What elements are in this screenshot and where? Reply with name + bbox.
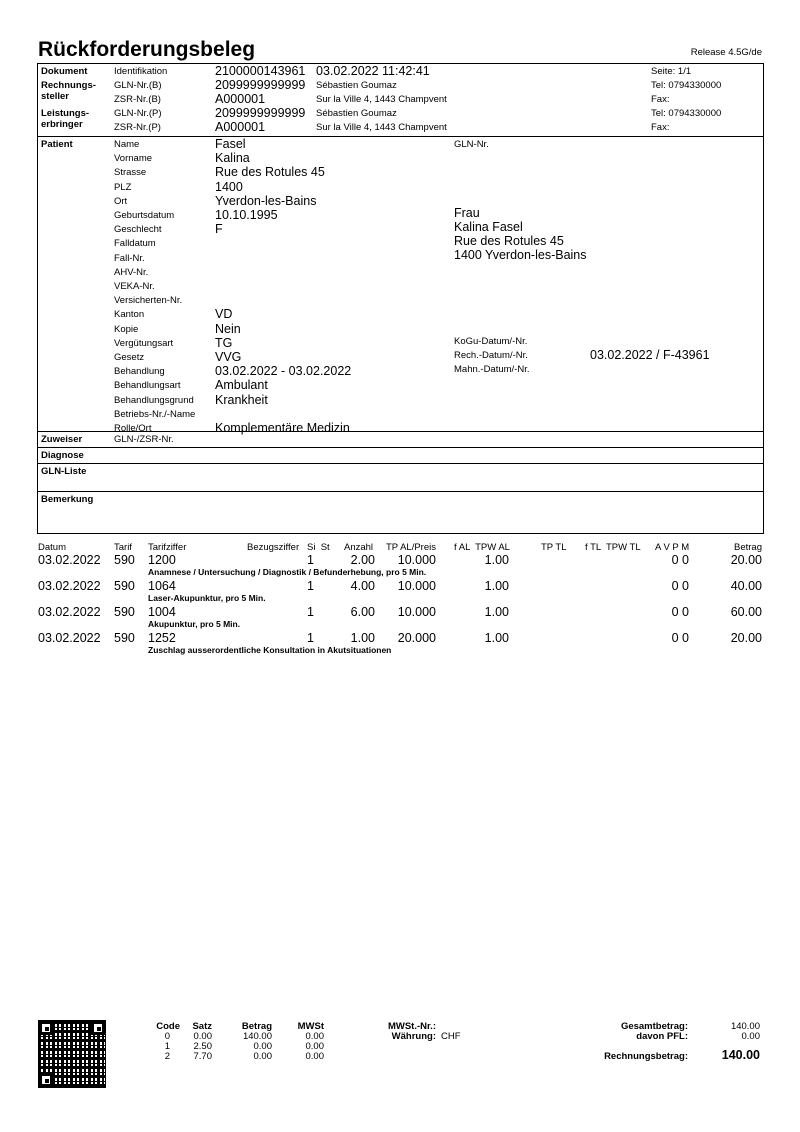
patient-field-value: Rue des Rotules 45: [215, 165, 325, 180]
zsr-b-fax: Fax:: [651, 94, 670, 105]
patient-field-value: 1400: [215, 179, 243, 194]
patient-gln-label: GLN-Nr.: [454, 139, 489, 150]
davon-pfl-label: davon PFL:: [636, 1031, 688, 1042]
vat-betrag: 0.00: [253, 1051, 272, 1062]
service-si: 1: [307, 579, 314, 593]
service-description: Anamnese / Untersuchung / Diagnostik / Befunderhebung, pro 5 Min.: [148, 567, 427, 577]
release-label: Release 4.5G/de: [690, 47, 762, 58]
page-number: Seite: 1/1: [651, 66, 692, 77]
patient-field-value: Ambulant: [215, 378, 268, 393]
patient-field-label: Kanton: [114, 309, 145, 321]
patient-field-value: VVG: [215, 350, 242, 364]
vat-mwst: 0.00: [305, 1031, 324, 1042]
patient-field-value: VD: [215, 307, 233, 322]
gln-b-value: 2099999999999: [215, 78, 306, 92]
service-tarifziffer: 1252: [148, 631, 176, 645]
service-tp: 10.000: [397, 605, 436, 619]
service-tpw: 1.00: [484, 579, 509, 593]
vat-code: 2: [164, 1051, 170, 1062]
rech-label: Rech.-Datum/-Nr.: [454, 350, 528, 361]
gln-p-tel: Tel: 0794330000: [651, 108, 722, 119]
patient-field-label: VEKA-Nr.: [114, 281, 155, 292]
patient-field-value: Nein: [215, 321, 241, 336]
identifikation-date: 03.02.2022 11:42:41: [316, 64, 430, 78]
rechnungssteller-label: Rechnungs- steller: [41, 80, 96, 102]
patient-field-label: PLZ: [114, 181, 132, 193]
zsr-p-value: A000001: [215, 120, 266, 134]
rechnungsbetrag-label: Rechnungsbetrag:: [604, 1051, 688, 1062]
col-f-al-tpw-al: f AL TPW AL: [454, 542, 510, 553]
gln-liste-box: [37, 463, 764, 492]
zsr-b-address: Sur la Ville 4, 1443 Champvent: [316, 94, 447, 105]
gln-b-tel: Tel: 0794330000: [651, 80, 722, 91]
service-anzahl: 4.00: [350, 579, 375, 593]
service-date: 03.02.2022: [38, 553, 101, 567]
dokument-label: Dokument: [41, 66, 88, 77]
patient-section-label: Patient: [41, 139, 73, 150]
vat-satz: 2.50: [193, 1041, 212, 1052]
service-description: Zuschlag ausserordentliche Konsultation in Akutsituationen: [148, 645, 392, 655]
address-line: Kalina Fasel: [454, 220, 523, 234]
diagnose-label: Diagnose: [41, 450, 84, 461]
address-line: Frau: [454, 206, 480, 220]
gln-p-label: GLN-Nr.(P): [114, 108, 162, 119]
zsr-p-address: Sur la Ville 4, 1443 Champvent: [316, 122, 447, 133]
col-tp-tl: TP TL: [541, 542, 567, 553]
service-date: 03.02.2022: [38, 605, 101, 619]
service-tpw: 1.00: [484, 631, 509, 645]
zsr-p-label: ZSR-Nr.(P): [114, 122, 161, 133]
vat-mwst: 0.00: [305, 1041, 324, 1052]
vat-code-header: Code: [156, 1021, 180, 1032]
identifikation-value: 2100000143961: [215, 64, 306, 78]
patient-field-label: Behandlungsgrund: [114, 394, 194, 406]
col-f-tl-tpw-tl: f TL TPW TL: [585, 542, 641, 553]
page-title: Rückforderungsbeleg: [38, 38, 256, 61]
vat-satz-header: Satz: [192, 1021, 212, 1032]
col-datum: Datum: [38, 542, 66, 553]
patient-field-label: Strasse: [114, 167, 147, 179]
patient-field-label: Kopie: [114, 323, 139, 335]
service-tarifziffer: 1004: [148, 605, 176, 619]
service-anzahl: 6.00: [350, 605, 375, 619]
service-anzahl: 2.00: [350, 553, 375, 567]
patient-field-value: Fasel: [215, 137, 246, 151]
zuweiser-field-label: GLN-/ZSR-Nr.: [114, 434, 174, 445]
bemerkung-box: [37, 491, 764, 534]
service-tp: 10.000: [397, 579, 436, 593]
gln-p-value: 2099999999999: [215, 106, 306, 120]
patient-field-label: Ort: [114, 195, 128, 207]
patient-field-value: F: [215, 222, 223, 237]
service-date: 03.02.2022: [38, 631, 101, 645]
vat-mwst: 0.00: [305, 1051, 324, 1062]
mahn-label: Mahn.-Datum/-Nr.: [454, 364, 530, 375]
service-anzahl: 1.00: [350, 631, 375, 645]
patient-field-label: Vorname: [114, 153, 153, 165]
patient-field-label: Geschlecht: [114, 224, 162, 236]
service-tarif: 590: [114, 631, 135, 645]
rech-value: 03.02.2022 / F-43961: [590, 348, 710, 362]
vat-satz: 0.00: [193, 1031, 212, 1042]
patient-field-value: 10.10.1995: [215, 208, 278, 222]
patient-field-label: Behandlung: [114, 366, 165, 378]
zsr-p-fax: Fax:: [651, 122, 670, 133]
service-si: 1: [307, 631, 314, 645]
vat-mwst-header: MWSt: [297, 1021, 324, 1032]
patient-field-label: Betriebs-Nr./-Name: [114, 408, 196, 420]
vat-code: 0: [164, 1031, 170, 1042]
vat-betrag-header: Betrag: [241, 1021, 272, 1032]
gln-b-name: Sébastien Goumaz: [316, 80, 397, 91]
service-betrag: 20.00: [730, 553, 762, 567]
service-si: 1: [307, 553, 314, 567]
patient-field-value: Krankheit: [215, 392, 268, 407]
patient-field-label: AHV-Nr.: [114, 266, 149, 278]
zsr-b-value: A000001: [215, 92, 266, 106]
gln-liste-label: GLN-Liste: [41, 466, 87, 477]
kogu-label: KoGu-Datum/-Nr.: [454, 336, 528, 347]
rechnungsbetrag-value: 140.00: [721, 1048, 760, 1062]
patient-field-label: Fall-Nr.: [114, 252, 145, 264]
service-description: Akupunktur, pro 5 Min.: [148, 619, 241, 629]
patient-field-value: Yverdon-les-Bains: [215, 193, 317, 208]
davon-pfl-value: 0.00: [741, 1031, 760, 1042]
col-bezugsziffer: Bezugsziffer: [247, 542, 300, 553]
col-anzahl: Anzahl: [344, 542, 374, 553]
col-tarif: Tarif: [114, 542, 132, 553]
patient-field-value: TG: [215, 335, 233, 350]
service-tarif: 590: [114, 553, 135, 567]
zsr-b-label: ZSR-Nr.(B): [114, 94, 161, 105]
gln-p-name: Sébastien Goumaz: [316, 108, 397, 119]
patient-field-label: Name: [114, 139, 140, 150]
gesamtbetrag-label: Gesamtbetrag:: [620, 1021, 688, 1032]
patient-field-label: Geburtsdatum: [114, 210, 175, 221]
service-betrag: 20.00: [730, 631, 762, 645]
service-tpw: 1.00: [484, 605, 509, 619]
qr-code: [38, 1020, 106, 1088]
col-tp-al-preis: TP AL/Preis: [386, 542, 436, 553]
patient-field-label: Behandlungsart: [114, 380, 181, 392]
patient-field-label: Vergütungsart: [114, 337, 174, 349]
col-si-st: Si St: [307, 542, 330, 553]
service-description: Laser-Akupunktur, pro 5 Min.: [148, 593, 266, 603]
address-line: Rue des Rotules 45: [454, 234, 564, 248]
patient-field-label: Gesetz: [114, 352, 145, 363]
service-date: 03.02.2022: [38, 579, 101, 593]
service-tarifziffer: 1200: [148, 553, 176, 567]
service-avpm: 0 0: [671, 631, 689, 645]
col-avpm: A V P M: [655, 542, 690, 553]
bemerkung-label: Bemerkung: [41, 494, 94, 505]
leistungserbringer-label: Leistungs- erbringer: [41, 108, 90, 130]
service-avpm: 0 0: [671, 579, 689, 593]
col-tarifziffer: Tarifziffer: [148, 542, 187, 553]
service-tarif: 590: [114, 579, 135, 593]
vat-code: 1: [164, 1041, 170, 1052]
service-tp: 20.000: [397, 631, 436, 645]
patient-field-value: Komplementäre Medizin: [215, 421, 350, 435]
address-line: 1400 Yverdon-les-Bains: [454, 248, 587, 262]
gln-b-label: GLN-Nr.(B): [114, 80, 162, 91]
waehrung-label: Währung:: [391, 1031, 436, 1042]
identifikation-label: Identifikation: [114, 66, 168, 77]
service-betrag: 60.00: [730, 605, 762, 619]
service-tarif: 590: [114, 605, 135, 619]
service-betrag: 40.00: [730, 579, 762, 593]
mwst-nr-label: MWSt.-Nr.:: [387, 1021, 436, 1032]
col-betrag: Betrag: [734, 542, 762, 553]
diagnose-box: [37, 447, 764, 464]
service-tpw: 1.00: [484, 553, 509, 567]
service-si: 1: [307, 605, 314, 619]
patient-field-value: Kalina: [215, 151, 250, 166]
gesamtbetrag-value: 140.00: [730, 1021, 760, 1032]
vat-satz: 7.70: [193, 1051, 212, 1062]
vat-betrag: 0.00: [253, 1041, 272, 1052]
zuweiser-label: Zuweiser: [41, 434, 83, 445]
service-tarifziffer: 1064: [148, 579, 176, 593]
patient-field-label: Versicherten-Nr.: [114, 295, 183, 307]
service-tp: 10.000: [397, 553, 436, 567]
vat-betrag: 140.00: [242, 1031, 272, 1042]
patient-field-label: Falldatum: [114, 238, 156, 250]
service-avpm: 0 0: [671, 605, 689, 619]
patient-field-label: Rolle/Ort: [114, 423, 152, 434]
patient-field-value: 03.02.2022 - 03.02.2022: [215, 364, 352, 379]
service-avpm: 0 0: [671, 553, 689, 567]
waehrung-value: CHF: [441, 1031, 461, 1042]
